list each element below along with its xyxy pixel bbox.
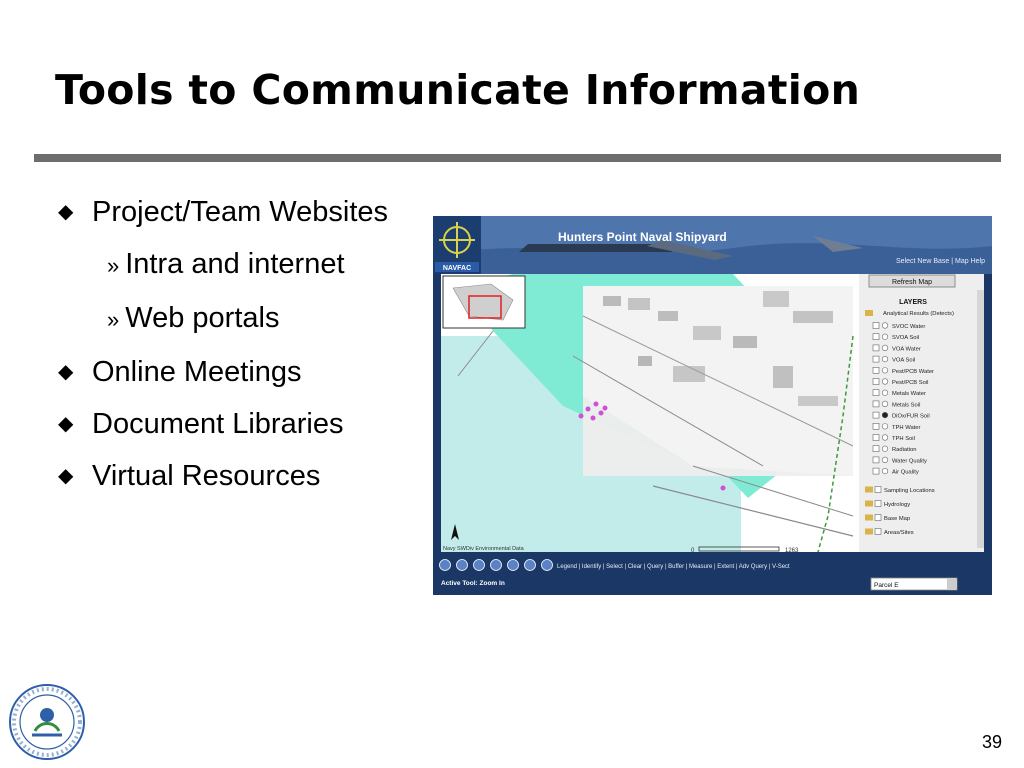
layer-checkbox[interactable]: [873, 423, 879, 429]
bullet-item: [58, 458, 428, 495]
analytical-group-label[interactable]: Analytical Results (Detects): [883, 311, 954, 317]
layer-label: Pest/PCB Soil: [892, 380, 929, 386]
group-checkbox[interactable]: [875, 529, 881, 535]
layer-label: DiOx/FUR Soil: [892, 413, 930, 420]
layer-radio[interactable]: [882, 401, 888, 407]
layer-label: VOA Water: [892, 346, 921, 353]
sub-bullet-marker: »: [107, 307, 120, 332]
folder-icon: [865, 501, 873, 507]
layer-checkbox[interactable]: [873, 367, 879, 373]
layer-label: Air Quality: [892, 469, 919, 476]
folder-icon: [865, 515, 873, 521]
bullet-list: [58, 194, 428, 510]
layer-radio[interactable]: [882, 435, 888, 441]
bullet-text: Virtual Resources: [92, 460, 321, 492]
layer-radio[interactable]: [882, 368, 888, 374]
folder-icon: [865, 487, 873, 493]
layer-radio[interactable]: [882, 345, 888, 351]
layer-checkbox[interactable]: [873, 412, 879, 418]
layer-checkbox[interactable]: [873, 401, 879, 407]
layer-checkbox[interactable]: [873, 334, 879, 340]
layer-radio[interactable]: [882, 334, 888, 340]
zoom-in-icon[interactable]: [440, 560, 451, 571]
back-icon[interactable]: [508, 560, 519, 571]
layer-checkbox[interactable]: [873, 345, 879, 351]
pan-icon[interactable]: [474, 560, 485, 571]
app-title: Hunters Point Naval Shipyard: [558, 230, 727, 244]
bullet-item: [58, 194, 428, 231]
layer-label: Metals Water: [892, 391, 926, 398]
epa-seal-icon: [8, 683, 86, 761]
layer-radio[interactable]: [882, 323, 888, 329]
scale-start: 0: [691, 548, 695, 554]
top-links[interactable]: Select New Base | Map Help: [896, 258, 985, 265]
diamond-bullet-icon: ◆: [58, 413, 74, 435]
diamond-bullet-icon: ◆: [58, 361, 74, 383]
layer-label: TPH Water: [892, 424, 921, 431]
layers-heading: LAYERS: [899, 299, 927, 306]
layer-radio[interactable]: [882, 468, 888, 474]
layer-radio[interactable]: [882, 356, 888, 362]
zoom-out-icon[interactable]: [457, 560, 468, 571]
map-toolbar: [433, 556, 992, 595]
layer-group-label: Areas/Sites: [884, 530, 914, 536]
bullet-text: Project/Team Websites: [92, 196, 389, 228]
parcel-value: Parcel E: [874, 582, 899, 589]
slide-title: Tools to Communicate Information: [55, 66, 861, 114]
layer-radio[interactable]: [882, 457, 888, 463]
layer-label: Pest/PCB Water: [892, 368, 934, 375]
logo-text: NAVFAC: [442, 265, 472, 272]
layer-radio[interactable]: [882, 446, 888, 452]
app-header: [433, 216, 992, 274]
chevron-down-icon[interactable]: [947, 579, 956, 589]
layer-group-label: Sampling Locations: [884, 488, 935, 494]
layer-radio[interactable]: [882, 379, 888, 385]
title-divider: [34, 154, 1001, 162]
refresh-map-label: Refresh Map: [891, 279, 933, 286]
bullet-item: [58, 406, 428, 443]
bullet-item: [58, 354, 428, 391]
bullet-text: Document Libraries: [92, 408, 344, 440]
layer-checkbox[interactable]: [873, 435, 879, 441]
folder-icon: [865, 529, 873, 535]
scale-end: 1263: [785, 548, 799, 554]
layer-label: Water Quality: [892, 458, 927, 465]
full-extent-icon[interactable]: [491, 560, 502, 571]
active-tool: Active Tool: Zoom In: [441, 580, 505, 587]
diamond-bullet-icon: ◆: [58, 201, 74, 223]
gis-app-screenshot: [433, 216, 992, 595]
sub-bullet-item: [58, 246, 428, 284]
layer-group-label: Base Map: [884, 516, 911, 522]
layer-label: Metals Soil: [892, 402, 921, 409]
layer-checkbox[interactable]: [873, 323, 879, 329]
layer-checkbox[interactable]: [873, 457, 879, 463]
layer-checkbox[interactable]: [873, 446, 879, 452]
layers-panel: [859, 274, 984, 552]
layer-checkbox[interactable]: [873, 390, 879, 396]
sub-bullet-text: Web portals: [125, 302, 280, 334]
sub-bullet-marker: »: [107, 253, 120, 278]
layer-label: SVOA Soil: [892, 335, 920, 342]
diamond-bullet-icon: ◆: [58, 465, 74, 487]
layer-label: TPH Soil: [892, 436, 915, 442]
layer-radio[interactable]: [882, 390, 888, 396]
layer-checkbox[interactable]: [873, 356, 879, 362]
layer-label: Radiation: [892, 447, 917, 454]
layer-checkbox[interactable]: [873, 379, 879, 385]
layers-scrollbar[interactable]: [977, 290, 984, 548]
group-checkbox[interactable]: [875, 501, 881, 507]
group-checkbox[interactable]: [875, 515, 881, 521]
layer-group-label: Hydrology: [884, 502, 911, 508]
print-icon[interactable]: [542, 560, 553, 571]
sub-bullet-item: [58, 300, 428, 338]
layer-label: SVOC Water: [892, 324, 926, 330]
toolbar-links[interactable]: Legend | Identify | Select | Clear | Query | Buffer | Measure | Extent | Adv Query | V-Sect: [557, 564, 790, 570]
layer-label: VOA Soil: [892, 357, 916, 364]
layer-checkbox[interactable]: [873, 468, 879, 474]
sub-bullet-text: Intra and internet: [125, 248, 345, 280]
map-view[interactable]: [441, 274, 859, 554]
group-checkbox[interactable]: [875, 487, 881, 493]
map-credit: Navy SWDiv Environmental Data: [443, 546, 524, 552]
page-number: 39: [982, 732, 1003, 752]
bullet-text: Online Meetings: [92, 356, 302, 388]
layer-radio[interactable]: [882, 412, 888, 418]
overview-map[interactable]: [443, 276, 525, 328]
layer-radio[interactable]: [882, 424, 888, 430]
forward-icon[interactable]: [525, 560, 536, 571]
folder-icon: [865, 310, 873, 316]
